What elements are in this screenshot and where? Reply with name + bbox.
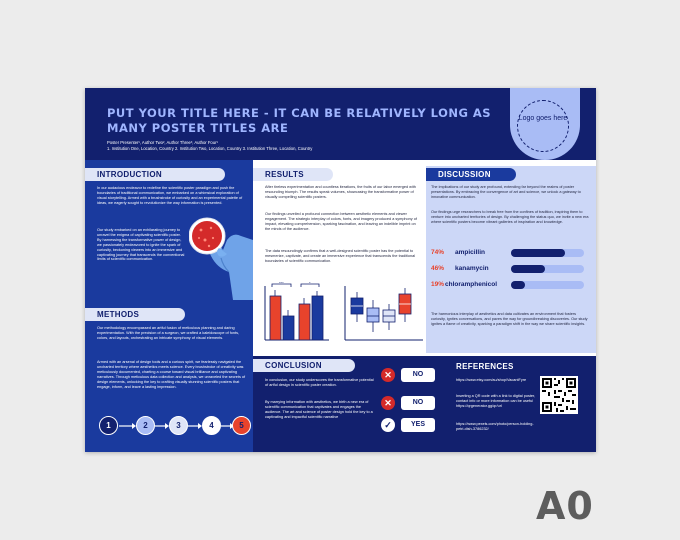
introduction-heading: INTRODUCTION xyxy=(85,168,225,181)
step-5: 5 xyxy=(232,416,251,435)
step-1: 1 xyxy=(99,416,118,435)
resistance-bar-fill xyxy=(511,265,545,273)
authors: Poster Presenter¹, Author Two², Author Three³, Author Four¹ xyxy=(107,140,218,145)
references-heading: REFERENCES xyxy=(456,362,514,371)
vote-no-1: NO xyxy=(401,368,435,382)
reference-1[interactable]: https://www.etsy.com/au/shop/VacantFyre xyxy=(456,378,527,382)
results-paragraph-2: Our findings unveiled a profound connection between aesthetic elements and viewer engagement. The strategic interplay of colors, fonts, and imagery produced a symphony of impact, elevating comprehension, sparking fascination, and leaving an indelible imprint on the minds of the audience. xyxy=(265,212,417,231)
check-icon: ✓ xyxy=(381,418,395,432)
step-4: 4 xyxy=(202,416,221,435)
poster-title: PUT YOUR TITLE HERE - IT CAN BE RELATIVELY LONG AS MANY POSTER TITLES ARE xyxy=(107,106,492,135)
resistance-bar-fill xyxy=(511,249,565,257)
author-block xyxy=(107,140,487,151)
vote-no-2: NO xyxy=(401,396,435,410)
poster xyxy=(85,88,596,452)
conclusion-heading: CONCLUSION xyxy=(253,359,355,372)
resistance-bar-track xyxy=(511,249,584,257)
introduction-paragraph-2: Our study embarked on an exhilarating journey to unravel the enigma of captivating scientific poster. By harnessing the transformative power of design, we passionately endeavored to ignite the spark of curiosity, beckoning viewers into an immersive and captivating journey that transcends the conventional limits of scientific communication. xyxy=(97,228,185,262)
svg-text:***: *** xyxy=(279,282,284,285)
resistance-name: ampicillin xyxy=(455,249,485,256)
resistance-bar-track xyxy=(511,265,584,273)
conclusion-paragraph-1: In conclusion, our study underscores the transformative potential of artful design in scientific poster creation. xyxy=(265,378,374,387)
vote-yes: YES xyxy=(401,418,435,432)
petri-dish-image xyxy=(189,210,253,300)
discussion-paragraph-3: The harmonious interplay of aesthetics and data cultivates an environment that fosters curiosity, ignites conversations, and paves the way for groundbreaking discoveries. Our study ignites a flame of creativity, sparking a paradigm shift in the way we share scientific insights. xyxy=(431,312,588,326)
step-2: 2 xyxy=(136,416,155,435)
qr-code-icon[interactable] xyxy=(540,376,578,414)
gloved-hand-petri-dish-icon xyxy=(189,210,253,300)
resistance-name: kanamycin xyxy=(455,265,489,272)
box-plot-figure xyxy=(345,286,423,340)
logo-placeholder: Logo goes here xyxy=(517,100,569,152)
step-3: 3 xyxy=(169,416,188,435)
resistance-name: chloramphenicol xyxy=(445,281,498,288)
resistance-pct: 74% xyxy=(431,249,445,256)
bar-chart-figure xyxy=(265,282,329,340)
methods-heading: METHODS xyxy=(85,308,185,321)
discussion-heading: DISCUSSION xyxy=(426,168,516,181)
resistance-row-ampicillin xyxy=(431,248,591,258)
discussion-paragraph-2: Our findings urge researchers to break free from the confines of tradition, inspiring them to venture into uncharted territories of design. By challenging the status quo, we invite a new era where scientific posters become vibrant galleries of inspiration and knowledge. xyxy=(431,210,589,224)
results-paragraph-1: After tireless experimentation and countless iterations, the fruits of our labor emerged with resounding triumph. The results speak volumes, showcasing the transformative power of visually compelling scientific posters. xyxy=(265,185,416,199)
results-paragraph-3: The data resoundingly confirms that a well-designed scientific poster has the potential to mesmerize, captivate, and create an immersive experience that transcends the traditional boundaries of scientific communication. xyxy=(265,249,416,263)
poster-size-label: A0 xyxy=(536,484,594,528)
discussion-paragraph-1: The implications of our study are profound, extending far beyond the realms of poster presentations. By embracing the convergence of art and science, we unlock a gateway to innovative communication. xyxy=(431,185,581,199)
cross-icon: ✕ xyxy=(381,396,395,410)
resistance-row-chloramphenicol xyxy=(431,280,591,290)
reference-3[interactable]: https://www.pexels.com/photo/person-holding-petri-dish-3786232/ xyxy=(456,422,534,431)
cross-icon: ✕ xyxy=(381,368,395,382)
methods-paragraph-2: Armed with an arsenal of design tools and a curious spirit, we fearlessly navigated the uncharted territory where aesthetics meets science. Every brushstroke of creativity was meticulously documented, charting a course toward visual brilliance and captivating narratives. Through meticulous data collection and analysis, we unraveled the secrets of design elements, unlocking the key to crafting visually stunning scientific posters that engage, inform, and leave a lasting impression. xyxy=(97,360,246,389)
methods-paragraph-1: Our methodology encompassed an artful fusion of meticulous planning and daring experimentation. With the precision of a surgeon, we crafted a kaleidoscope of fonts, colors, and layouts, orchestrating an intricate symphony of visual elements. xyxy=(97,326,240,340)
poster-header xyxy=(85,88,596,160)
method-steps xyxy=(99,414,249,438)
conclusion-paragraph-2: By marrying information with aesthetics, we birth a new era of scientific communication that captivates and engages the audience. The art and science of poster design hold the key to a captivating and impactful scientific narrative xyxy=(265,400,373,419)
reference-2[interactable]: Inserting a QR code with a link to digital poster, contact info or more information can be useful https://qrgenerator.gg/qr/url xyxy=(456,394,536,408)
resistance-row-kanamycin xyxy=(431,264,591,274)
svg-text:*: * xyxy=(309,282,311,285)
resistance-pct: 19% xyxy=(431,281,445,288)
resistance-pct: 46% xyxy=(431,265,445,272)
results-charts xyxy=(263,282,423,344)
resistance-bar-fill xyxy=(511,281,525,289)
results-heading: RESULTS xyxy=(253,168,333,181)
introduction-paragraph-1: In our audacious endeavor to redefine the scientific poster paradigm and push the boundaries of traditional communication, we embarked on a whimsical exploration of visual storytelling. Armed with a brushstroke of curiosity and an experimental palette of ideas, we eagerly sought to revolutionize the way information is presented. xyxy=(97,186,243,205)
resistance-bar-track xyxy=(511,281,584,289)
affiliations: 1. Institution One, Location, Country 2. Institution Two, Location, Country 3. Institution Three, Location, Country xyxy=(107,145,313,151)
